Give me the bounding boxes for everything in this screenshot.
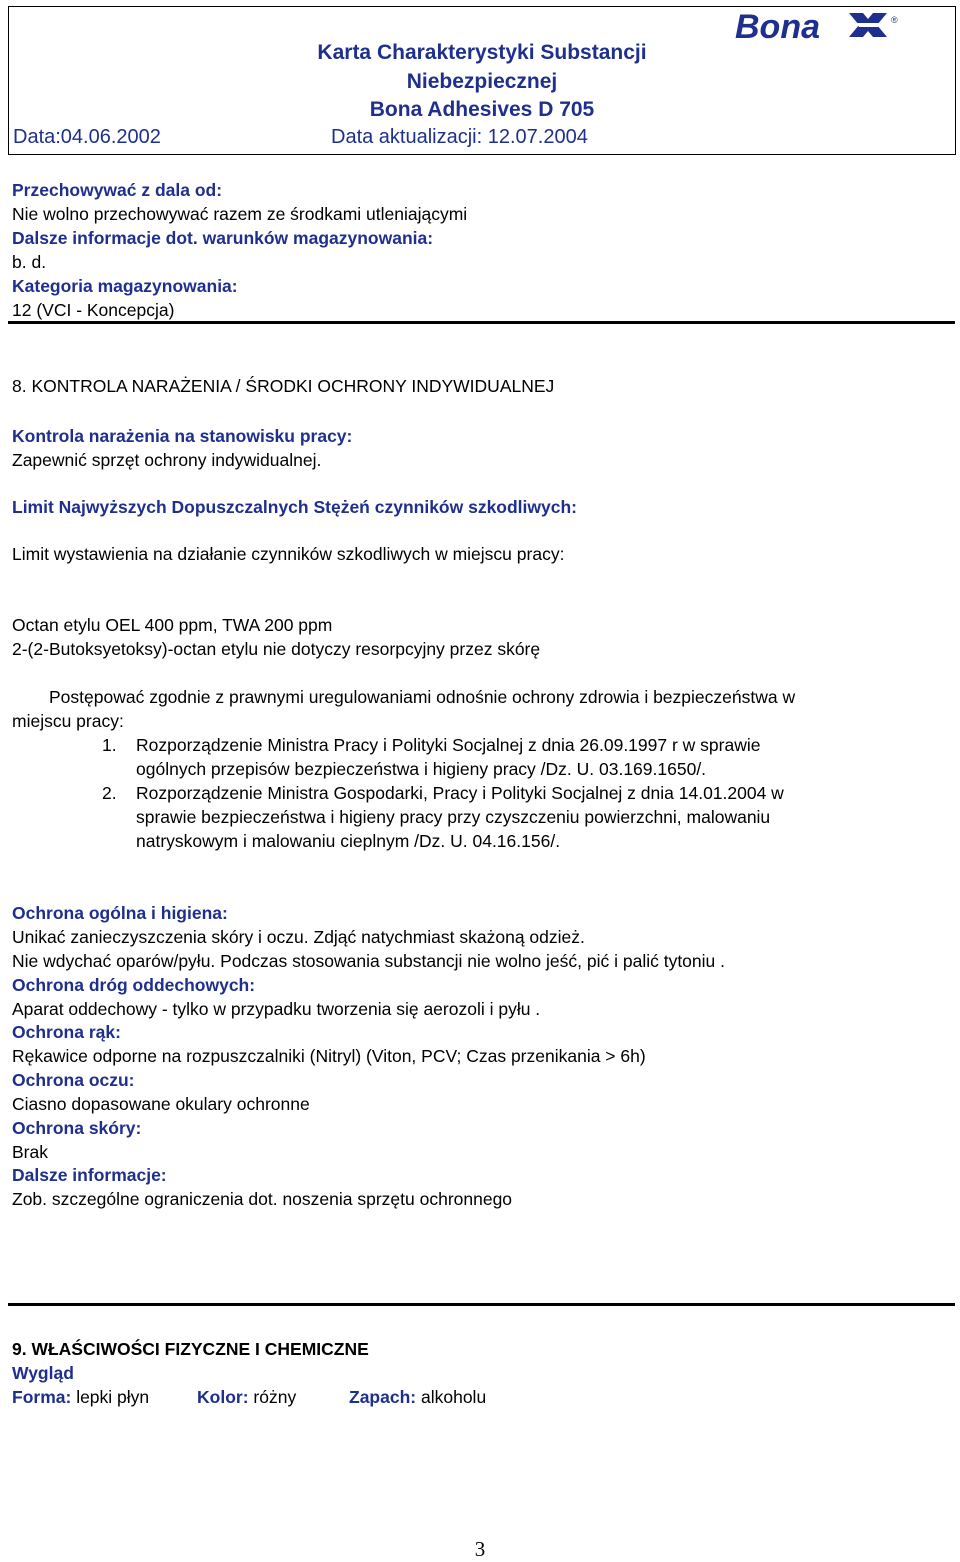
appearance-label: Wygląd [12,1363,74,1383]
list-item-line1: Rozporządzenie Ministra Gospodarki, Pracy i Polityki Socjalnej z dnia 14.01.2004 w [136,783,784,803]
storage-category-value: 12 (VCI - Koncepcja) [12,300,175,320]
storage-keep-away-label: Przechowywać z dala od: [12,180,223,200]
further-info-value: Zob. szczególne ograniczenia dot. noszenia sprzętu ochronnego [12,1189,513,1209]
header-title-line1: Karta Charakterystyki Substancji [317,41,647,64]
section8-heading: 8. KONTROLA NARAŻENIA / ŚRODKI OCHRONY INDYWIDUALNEJ [12,376,555,396]
appearance-properties [12,1386,149,1408]
general-protection-line1: Unikać zanieczyszczenia skóry i oczu. Zdjąć natychmiast skażoną odzież. [12,927,585,947]
storage-further-info-value: b. d. [12,252,47,272]
regulations-intro-line1: Postępować zgodnie z prawnymi uregulowaniami odnośnie ochrony zdrowia i bezpieczeństwa w [49,687,796,707]
odor-property [349,1386,486,1408]
document-header [8,6,956,155]
section-divider [8,321,955,324]
logo-registered-mark: ® [891,15,898,25]
regulations-intro-line2: miejscu pracy: [12,711,124,731]
color-value: różny [253,1387,297,1407]
respiratory-protection-label: Ochrona dróg oddechowych: [12,975,256,995]
color-property [197,1386,296,1408]
hand-protection-label: Ochrona rąk: [12,1022,121,1042]
color-label: Kolor: [197,1387,249,1407]
eye-protection-label: Ochrona oczu: [12,1070,135,1090]
logo-wordmark: Bona [735,8,820,46]
storage-further-info-label: Dalsze informacje dot. warunków magazynowania: [12,228,434,248]
list-item-number: 1. [102,735,117,755]
page-number: 3 [474,1537,486,1561]
list-item-line3: natryskowym i malowaniu cieplnym /Dz. U. 04.16.156/. [136,831,561,851]
form-value: lepki płyn [76,1387,150,1407]
workplace-control-label: Kontrola narażenia na stanowisku pracy: [12,426,353,446]
logo-x-mark-icon [849,13,887,37]
general-protection-line2: Nie wdychać oparów/pyłu. Podczas stosowania substancji nie wolno jeść, pić i palić tytoniu . [12,951,725,971]
header-title-line2: Niebezpiecznej [406,70,558,93]
workplace-control-value: Zapewnić sprzęt ochrony indywidualnej. [12,450,322,470]
section-divider [8,1303,955,1306]
list-item-line2: ogólnych przepisów bezpieczeństwa i higieny pracy /Dz. U. 03.169.1650/. [136,759,707,779]
odor-value: alkoholu [420,1387,487,1407]
exposure-limits-label: Limit Najwyższych Dopuszczalnych Stężeń czynników szkodliwych: [12,497,577,517]
exposure-limit-ethyl-acetate: Octan etylu OEL 400 ppm, TWA 200 ppm [12,615,333,635]
header-title-line3: Bona Adhesives D 705 [369,98,595,121]
header-date: Data:04.06.2002 [13,126,161,148]
list-item-line2: sprawie bezpieczeństwa i higieny pracy przy czyszczeniu powierzchni, malowaniu [136,807,771,827]
list-item-number: 2. [102,783,117,803]
respiratory-protection-value: Aparat oddechowy - tylko w przypadku tworzenia się aerozoli i pyłu . [12,999,541,1019]
skin-protection-label: Ochrona skóry: [12,1118,142,1138]
exposure-limits-intro: Limit wystawienia na działanie czynników szkodliwych w miejscu pracy: [12,544,565,564]
header-update-date: Data aktualizacji: 12.07.2004 [331,126,588,148]
skin-protection-value: Brak [12,1142,48,1162]
section9-heading: 9. WŁAŚCIWOŚCI FIZYCZNE I CHEMICZNE [12,1339,369,1359]
bona-logo [731,7,921,47]
general-protection-label: Ochrona ogólna i higiena: [12,903,228,923]
further-info-label: Dalsze informacje: [12,1165,167,1185]
eye-protection-value: Ciasno dopasowane okulary ochronne [12,1094,310,1114]
exposure-limit-butoxyethoxy: 2-(2-Butoksyetoksy)-octan etylu nie dotyczy resorpcyjny przez skórę [12,639,541,659]
storage-category-label: Kategoria magazynowania: [12,276,238,296]
form-label: Forma: [12,1387,72,1407]
list-item-line1: Rozporządzenie Ministra Pracy i Polityki Socjalnej z dnia 26.09.1997 r w sprawie [136,735,761,755]
hand-protection-value: Rękawice odporne na rozpuszczalniki (Nitryl) (Viton, PCV; Czas przenikania > 6h) [12,1046,646,1066]
storage-keep-away-value: Nie wolno przechowywać razem ze środkami utleniającymi [12,204,468,224]
odor-label: Zapach: [349,1387,417,1407]
